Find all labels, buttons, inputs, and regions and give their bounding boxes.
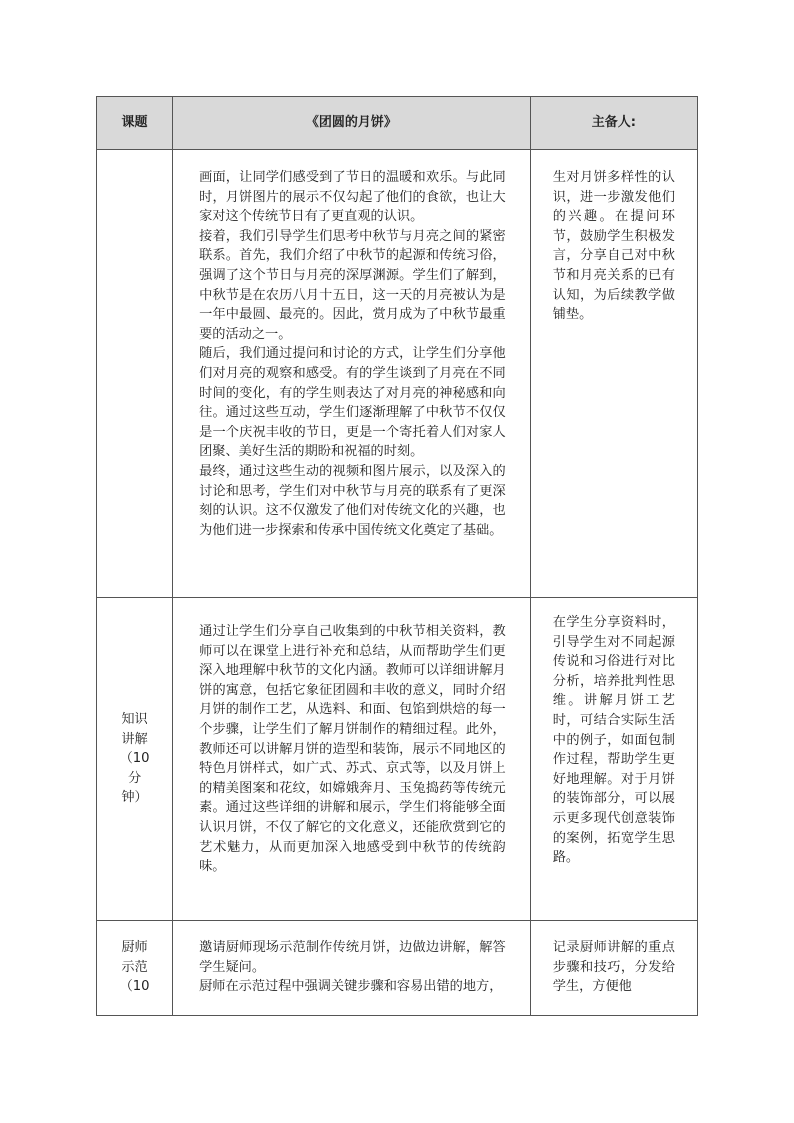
row-label-cell [97,150,173,598]
teaching-note: 记录厨师讲解的重点步骤和技巧，分发给学生，方便他 [552,940,675,995]
row-label: 知识讲解（10分钟） [119,712,150,806]
content-cell [173,150,531,598]
lesson-title: 《团圆的月饼》 [173,97,531,150]
note-cell [530,598,697,921]
teaching-note: 在学生分享资料时，引导学生对不同起源传说和习俗进行对比分析，培养批判性思维。讲解月饼工艺时，可结合实际生活中的例子，如面包制作过程，帮助学生更好地理解。对于月饼的装饰部分，可以展示更多现代创意装饰的案例，拓宽学生思路。 [552,615,675,866]
content-paragraph: 通过让学生们分享自己收集到的中秋节相关资料，教师可以在课堂上进行补充和总结，从而帮助学生们更深入地理解中秋节的文化内涵。教师可以详细讲解月饼的寓意，包括它象征团圆和丰收的意义，同时介绍月饼的制作工艺，从选料、和面、包馅到烘焙的每一个步骤，让学生们了解月饼制作的精细过程。此外，教师还可以讲解月饼的造型和装饰，展示不同地区的特色月饼样式，如广式、苏式、京式等，以及月饼上的精美图案和花纹，如嫦娥奔月、玉兔捣药等传统元素。通过这些详细的讲解和展示，学生们将能够全面认识月饼，不仅了解它的文化意义，还能欣赏到它的艺术魅力，从而更加深入地感受到中秋节的传统韵味。 [199,624,506,875]
teaching-note: 生对月饼多样性的认识，进一步激发他们的兴趣。在提问环节，鼓励学生积极发言，分享自己对中秋节和月亮关系的已有认知，为后续教学做铺垫。 [552,170,675,323]
content-paragraph: 厨师在示范过程中强调关键步骤和容易出错的地方， [199,979,503,995]
subject-label: 课题 [97,97,173,150]
row-label: 厨师示范（10 [119,940,150,995]
note-cell [530,150,697,598]
table-row [97,598,698,921]
preparer-label: 主备人: [530,97,697,150]
content-paragraph: 画面，让同学们感受到了节日的温暖和欢乐。与此同时，月饼图片的展示不仅勾起了他们的食欲，也让大家对这个传统节日有了更直观的认识。 [199,170,506,225]
row-label-cell [97,598,173,921]
content-paragraph: 接着，我们引导学生们思考中秋节与月亮之间的紧密联系。首先，我们介绍了中秋节的起源和传统习俗，强调了这个节日与月亮的深厚渊源。学生们了解到，中秋节是在农历八月十五日，这一天的月亮被认为是一年中最圆、最亮的。因此，赏月成为了中秋节最重要的活动之一。 [199,228,506,342]
content-paragraph: 最终，通过这些生动的视频和图片展示，以及深入的讨论和思考，学生们对中秋节与月亮的联系有了更深刻的认识。这不仅激发了他们对传统文化的兴趣，也为他们进一步探索和传承中国传统文化奠定了基础。 [199,463,506,538]
lesson-plan-table [96,96,698,1016]
table-row [97,921,698,1016]
content-cell [173,921,531,1016]
content-paragraph: 随后，我们通过提问和讨论的方式，让学生们分享他们对月亮的观察和感受。有的学生谈到了月亮在不同时间的变化，有的学生则表达了对月亮的神秘感和向往。通过这些互动，学生们逐渐理解了中秋节不仅仅是一个庆祝丰收的节日，更是一个寄托着人们对家人团聚、美好生活的期盼和祝福的时刻。 [199,346,506,460]
content-paragraph: 邀请厨师现场示范制作传统月饼，边做边讲解，解答学生疑问。 [199,940,506,975]
content-cell [173,598,531,921]
table-row [97,150,698,598]
row-label-cell [97,921,173,1016]
note-cell [530,921,697,1016]
table-header-row [97,97,698,150]
